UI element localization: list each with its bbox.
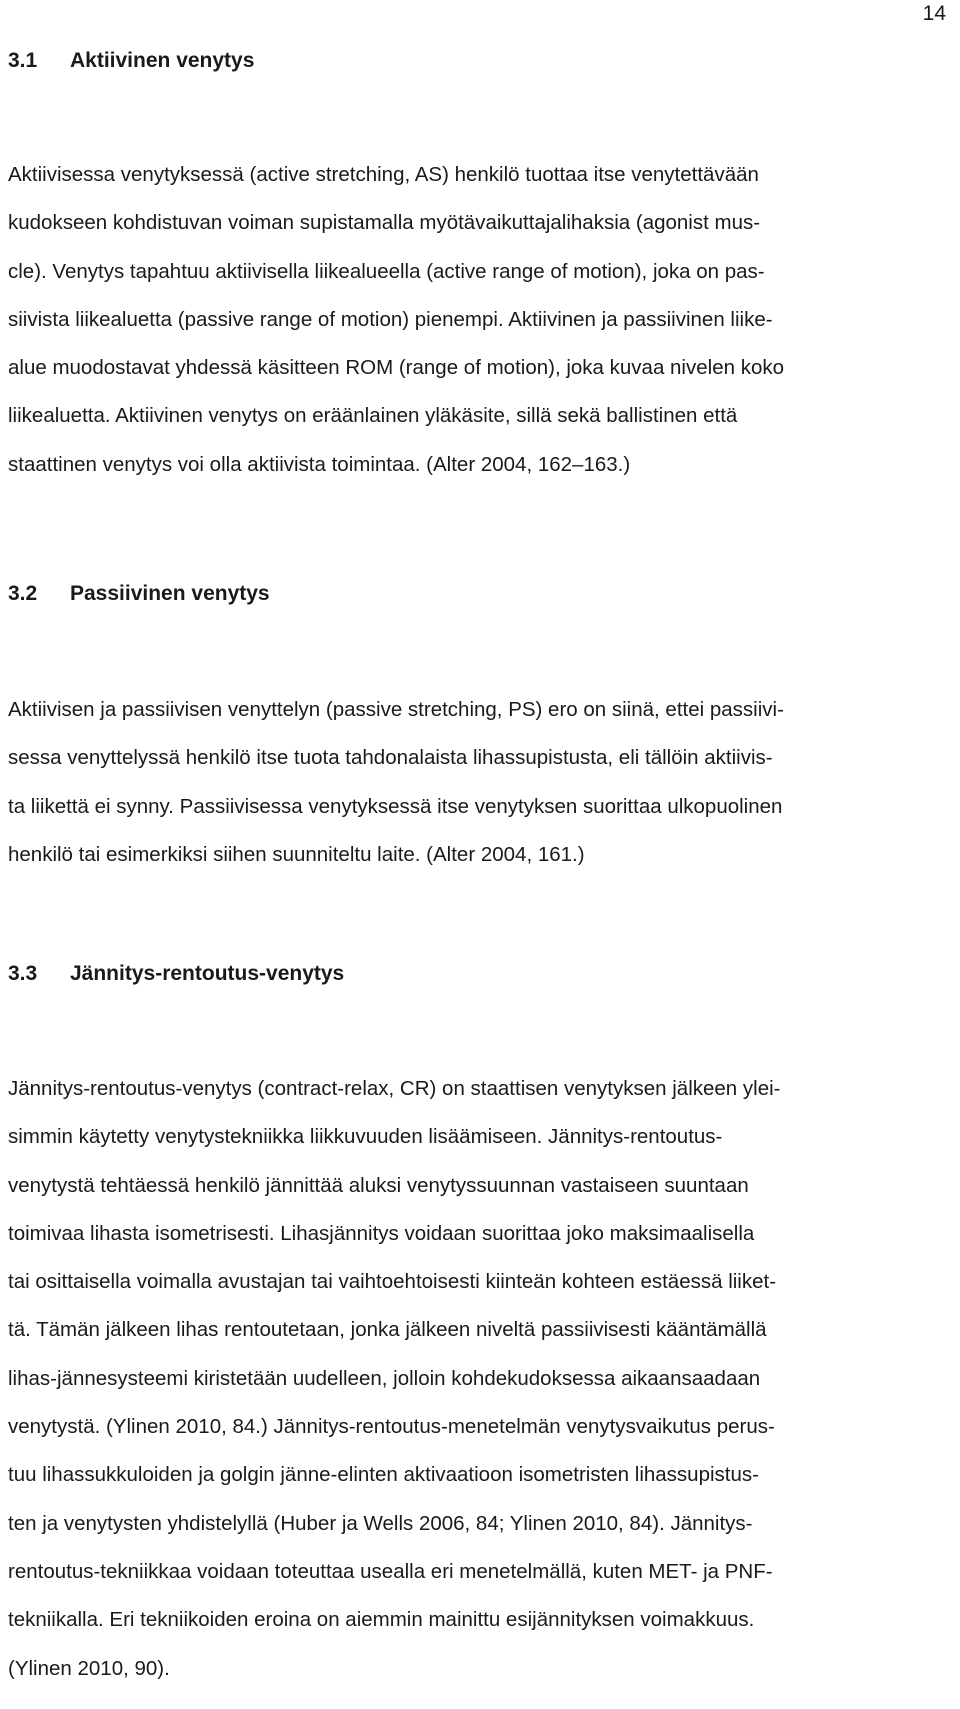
paragraph-jannitys-rentoutus-venytys: [8, 1065, 953, 1693]
section-number: 3.2: [8, 582, 38, 605]
text-line: venytystä. (Ylinen 2010, 84.) Jännitys-rentoutus-menetelmän venytysvaikutus perus-: [8, 1415, 775, 1439]
text-line: henkilö tai esimerkiksi siihen suunniteltu laite. (Alter 2004, 161.): [8, 842, 585, 866]
section-title: Passiivinen venytys: [70, 582, 270, 605]
text-line: tekniikalla. Eri tekniikoiden eroina on aiemmin mainittu esijännityksen voimakkuus.: [8, 1608, 755, 1632]
section-heading-jannitys-rentoutus-venytys: [8, 960, 953, 988]
body-paragraph: [8, 1065, 953, 1693]
text-line: kudokseen kohdistuvan voiman supistamalla myötävaikuttajalihaksia (agonist mus-: [8, 211, 761, 235]
text-line: toimivaa lihasta isometrisesti. Lihasjännitys voidaan suorittaa joko maksimaalisella: [8, 1221, 755, 1245]
text-line: tä. Tämän jälkeen lihas rentoutetaan, jonka jälkeen niveltä passiivisesti kääntämällä: [8, 1318, 767, 1342]
section-title: Jännitys-rentoutus-venytys: [70, 962, 345, 985]
section-heading-aktiivinen-venytys: [8, 47, 953, 75]
text-line: Aktiivisen ja passiivisen venyttelyn (passive stretching, PS) ero on siinä, ettei passiivi-: [8, 698, 784, 721]
text-line: tai osittaisella voimalla avustajan tai vaihtoehtoisesti kiinteän kohteen estäessä liiket-: [8, 1270, 777, 1294]
body-paragraph: [8, 686, 953, 879]
section-heading-passiivinen-venytys: [8, 580, 953, 608]
text-line: ten ja venytysten yhdistelyllä (Huber ja Wells 2006, 84; Ylinen 2010, 84). Jännitys-: [8, 1511, 753, 1535]
section-heading: [8, 580, 953, 608]
section-number: 3.1: [8, 49, 38, 72]
text-line: venytystä tehtäessä henkilö jännittää aluksi venytyssuunnan vastaiseen suuntaan: [8, 1173, 749, 1197]
text-line: simmin käytetty venytystekniikka liikkuvuuden lisäämiseen. Jännitys-rentoutus-: [8, 1125, 723, 1149]
section-number: 3.3: [8, 962, 38, 985]
text-line: Aktiivisessa venytyksessä (active stretching, AS) henkilö tuottaa itse venytettävään: [8, 163, 759, 186]
text-line: tuu lihassukkuloiden ja golgin jänne-elinten aktivaatioon isometristen lihassupistus-: [8, 1463, 759, 1487]
text-line: alue muodostavat yhdessä käsitteen ROM (range of motion), joka kuvaa nivelen koko: [8, 356, 784, 380]
section-heading: [8, 960, 953, 988]
text-line: lihas-jännesysteemi kiristetään uudelleen, jolloin kohdekudoksessa aikaansaadaan: [8, 1366, 761, 1390]
text-line: Jännitys-rentoutus-venytys (contract-relax, CR) on staattisen venytyksen jälkeen ylei-: [8, 1077, 781, 1100]
text-line: (Ylinen 2010, 90).: [8, 1656, 170, 1680]
page-number: 14: [922, 2, 946, 25]
text-line: staattinen venytys voi olla aktiivista toimintaa. (Alter 2004, 162–163.): [8, 452, 631, 476]
text-line: rentoutus-tekniikkaa voidaan toteuttaa usealla eri menetelmällä, kuten MET- ja PNF-: [8, 1559, 773, 1583]
text-line: sessa venyttelyssä henkilö itse tuota tahdonalaista lihassupistusta, eli tällöin aktiivis-: [8, 746, 773, 770]
text-line: ta liikettä ei synny. Passiivisessa venytyksessä itse venytyksen suorittaa ulkopuolinen: [8, 794, 783, 818]
section-heading: [8, 47, 953, 75]
paragraph-aktiivinen-venytys: [8, 151, 953, 489]
paragraph-passiivinen-venytys: [8, 686, 953, 879]
text-line: cle). Venytys tapahtuu aktiivisella liikealueella (active range of motion), joka on pas-: [8, 259, 765, 283]
text-line: siivista liikealuetta (passive range of motion) pienempi. Aktiivinen ja passiivinen liike-: [8, 307, 773, 331]
section-title: Aktiivinen venytys: [70, 49, 255, 72]
body-paragraph: [8, 151, 953, 489]
text-line: liikealuetta. Aktiivinen venytys on eräänlainen yläkäsite, sillä sekä ballistinen että: [8, 404, 738, 428]
